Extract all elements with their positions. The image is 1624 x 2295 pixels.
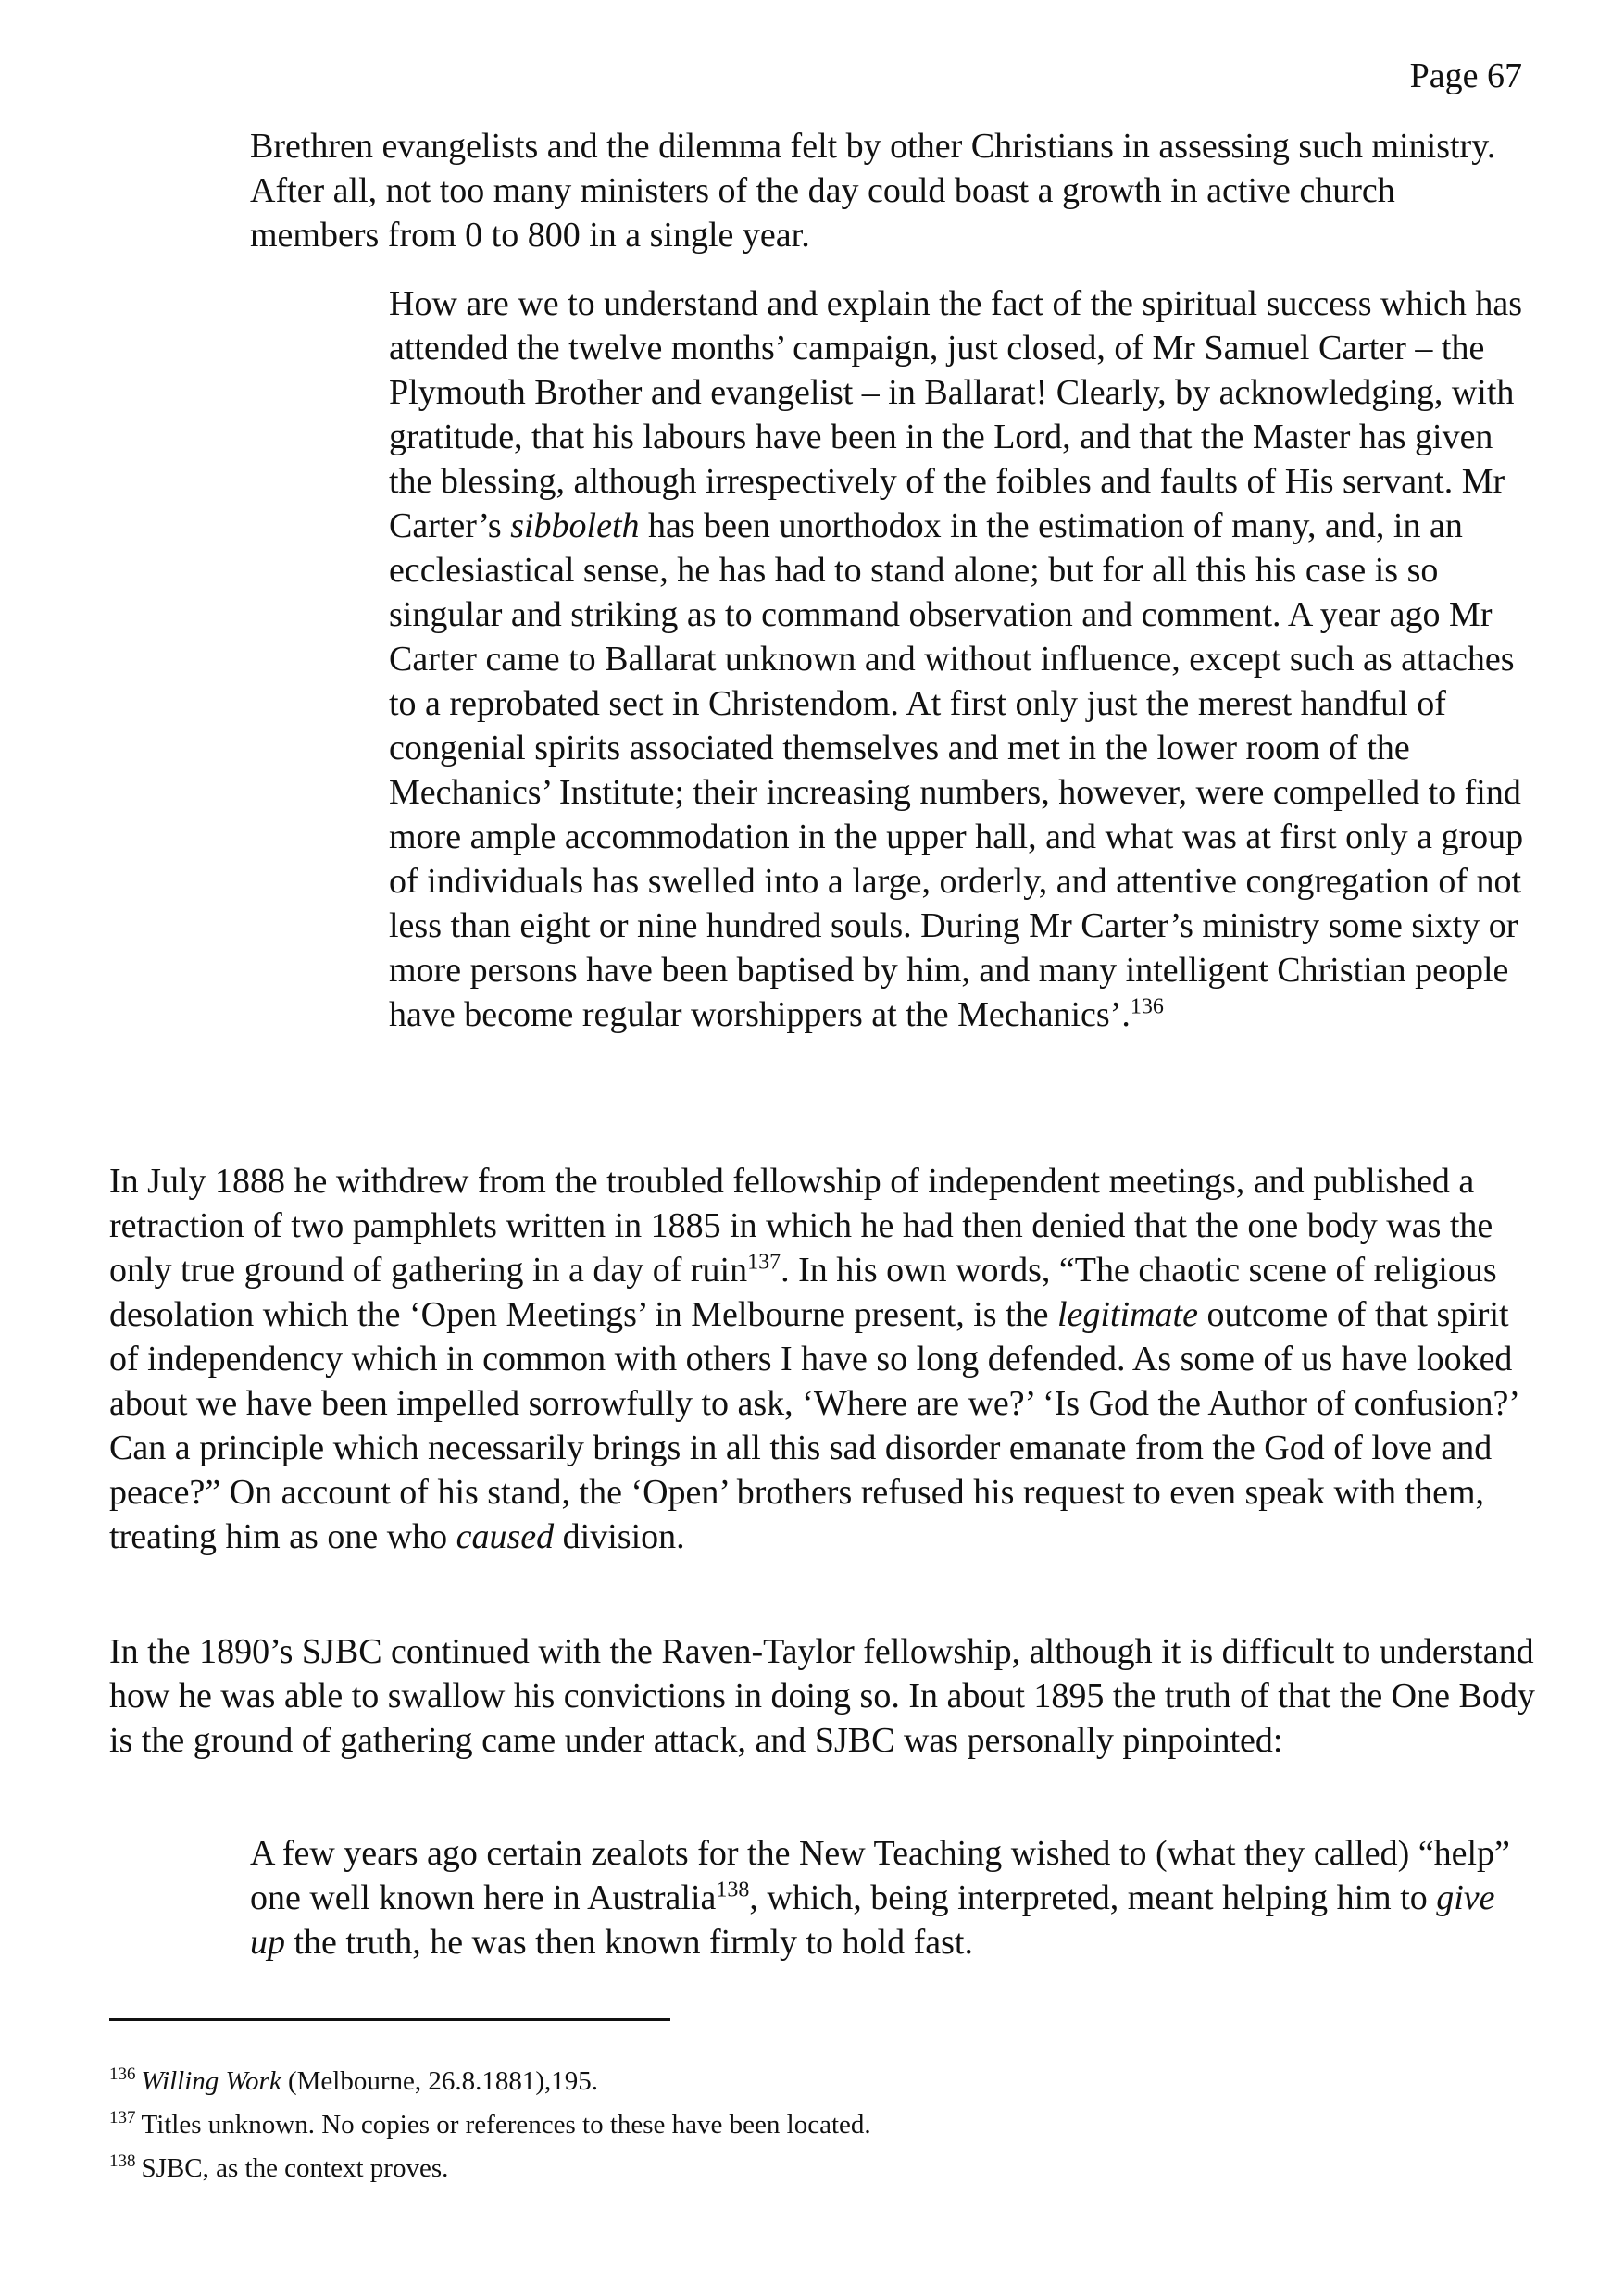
footnote-title: Willing Work [141, 2066, 281, 2096]
intro-paragraph: Brethren evangelists and the dilemma felt by other Christians in assessing such ministry. After all, not too many ministers of the day could boast a growth in active church members from 0 to 800 in a single year. [250, 127, 1496, 255]
paragraph-text: . In his own words, “The chaotic scene of religious desolation which the ‘Open Meetings’ in Melbourne present, is the [109, 1251, 1497, 1334]
italic-give-up: give up [250, 1878, 1495, 1962]
footnote-ref-136[interactable]: 136 [1130, 994, 1164, 1019]
paragraph-july-1888 [109, 1159, 1535, 1559]
footnote-number: 137 [109, 2108, 136, 2128]
paragraph-1890s: In the 1890’s SJBC continued with the Raven-Taylor fellowship, although it is difficult to understand how he was able to swallow his convictions in doing so. In about 1895 the truth of that the One Body is the ground of gathering came under attack, and SJBC was personally pinpointed: [109, 1632, 1535, 1760]
quote-text: , which, being interpreted, meant helping him to [749, 1878, 1437, 1917]
footnote-ref-137[interactable]: 137 [747, 1250, 781, 1275]
paragraph-text: outcome of that spirit of independency which in common with others I have so long defended. As some of us have looked about we have been impelled sorrowfully to ask, ‘Where are we?’ ‘Is God the Author of confusion?’ Can a principle which necessarily brings in all this sad disorder emanate from the God of love and peace?” On account of his stand, the ‘Open’ brothers refused his request to even speak with them, treating him as one who [109, 1295, 1518, 1556]
quote-text: has been unorthodox in the estimation of many, and, in an ecclesiastical sense, he has had to stand alone; but for all this his case is so singular and striking as to command observation and comment. A year ago Mr Carter came to Ballarat unknown and without influence, except such as attaches to a reprobated sect in Christendom. At first only just the merest handful of congenial spirits associated themselves and met in the lower room of the Mechanics’ Institute; their increasing numbers, however, were compelled to find more ample accommodation in the upper hall, and what was at first only a group of individuals has swelled into a large, orderly, and attentive congregation of not less than eight or nine hundred souls. During Mr Carter’s ministry some sixty or more persons have been baptised by him, and many intelligent Christian people have become regular worshippers at the Mechanics’. [389, 506, 1524, 1034]
italic-legitimate: legitimate [1057, 1295, 1198, 1334]
footnote-text: Titles unknown. No copies or references to these have been located. [141, 2110, 871, 2139]
quote-text: A few years ago certain zealots for the New Teaching wished to (what they called) “help” one well known here in Australia [250, 1834, 1510, 1917]
paragraph-text: division. [554, 1517, 685, 1556]
footnote-136 [109, 2064, 1498, 2098]
footnote-137 [109, 2108, 1498, 2141]
paragraph-text: In July 1888 he withdrew from the troubled fellowship of independent meetings, and published a retraction of two pamphlets written in 1885 in which he had then denied that the one body was the only true ground of gathering in a day of ruin [109, 1162, 1493, 1290]
footnote-138 [109, 2152, 1498, 2185]
quote-italic-term: sibboleth [510, 506, 640, 545]
footnote-text: SJBC, as the context proves. [141, 2153, 449, 2183]
block-quote-new-teaching [250, 1831, 1537, 1964]
footnote-ref-138[interactable]: 138 [716, 1877, 750, 1902]
quote-text: the truth, he was then known firmly to hold fast. [285, 1923, 973, 1962]
quote-text: How are we to understand and explain the fact of the spiritual success which has attended the twelve months’ campaign, just closed, of Mr Samuel Carter – the Plymouth Brother and evangelist – in Ballarat! Clearly, by acknowledging, with gratitude, that his labours have been in the Lord, and that the Master has given the blessing, although irrespectively of the foibles and faults of His servant. Mr Carter’s [389, 284, 1523, 545]
footnote-divider [109, 2018, 670, 2021]
footnote-number: 138 [109, 2152, 136, 2172]
block-quote-carter [389, 281, 1528, 1037]
page-number: Page 67 [1409, 56, 1522, 95]
footnote-number: 136 [109, 2064, 136, 2085]
footnote-text: (Melbourne, 26.8.1881),195. [281, 2066, 599, 2096]
italic-caused: caused [456, 1517, 555, 1556]
